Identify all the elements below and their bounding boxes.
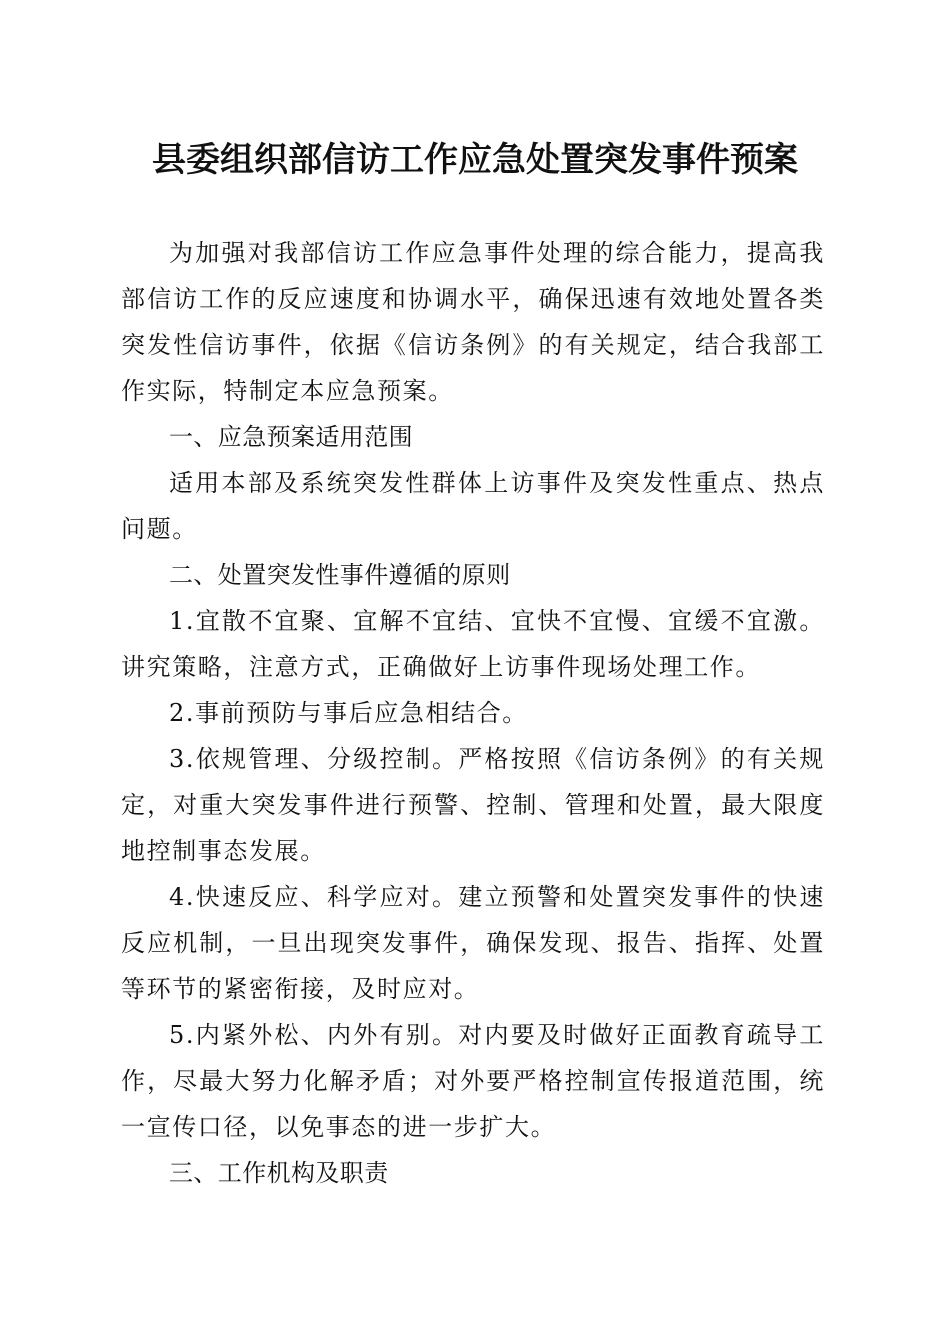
section-heading-organization: 三、工作机构及职责 [169,1159,389,1187]
section-heading-principles: 二、处置突发性事件遵循的原则 [169,561,511,589]
principle-item-3: 3.依规管理、分级控制。严格按照《信访条例》的有关规定，对重大突发事件进行预警、控制、管理和处置，最大限度地控制事态发展。 [121,745,825,865]
section-heading-scope: 一、应急预案适用范围 [169,423,413,451]
document-title: 县委组织部信访工作应急处置突发事件预案 [152,140,798,180]
principle-item-5: 5.内紧外松、内外有别。对内要及时做好正面教育疏导工作，尽最大努力化解矛盾；对外要严格控制宣传报道范围，统一宣传口径，以免事态的进一步扩大。 [121,1021,825,1141]
principle-item-2: 2.事前预防与事后应急相结合。 [169,699,528,727]
principle-item-4: 4.快速反应、科学应对。建立预警和处置突发事件的快速反应机制，一旦出现突发事件，确保发现、报告、指挥、处置等环节的紧密衔接，及时应对。 [121,883,825,1003]
intro-paragraph: 为加强对我部信访工作应急事件处理的综合能力，提高我部信访工作的反应速度和协调水平，确保迅速有效地处置各类突发性信访事件，依据《信访条例》的有关规定，结合我部工作实际，特制定本应急预案。 [121,239,825,405]
scope-paragraph: 适用本部及系统突发性群体上访事件及突发性重点、热点问题。 [121,469,825,543]
document-body [121,230,825,1196]
principle-item-1: 1.宜散不宜聚、宜解不宜结、宜快不宜慢、宜缓不宜激。讲究策略，注意方式，正确做好上访事件现场处理工作。 [121,607,825,681]
